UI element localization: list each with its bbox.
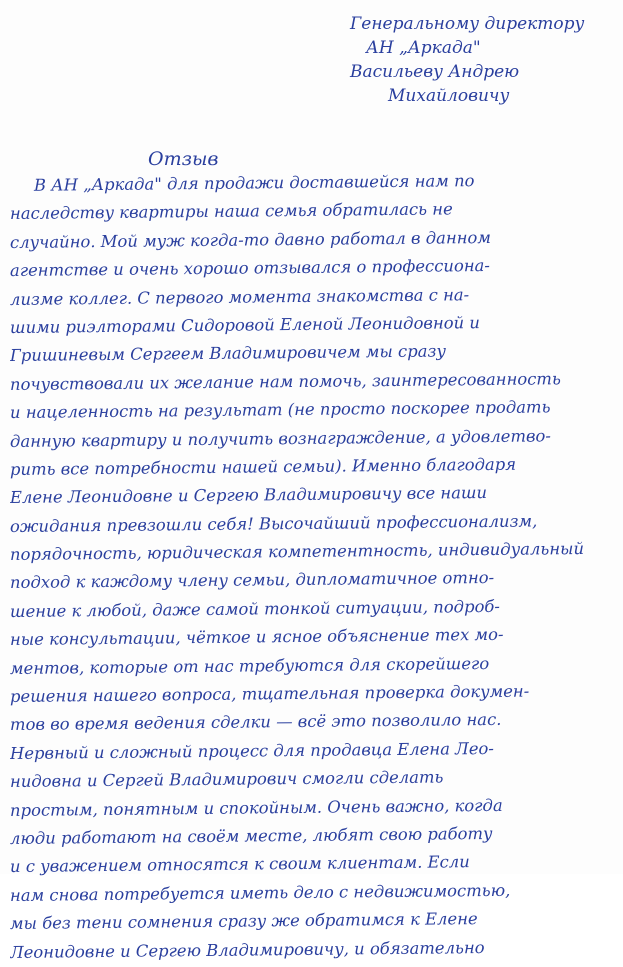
body-line: лизме коллег. С первого момента знакомства с на- xyxy=(9,284,470,309)
body-line: Гришиневым Сергеем Владимировичем мы сразу xyxy=(9,341,446,366)
body-line: агентстве и очень хорошо отзывался о профессиона- xyxy=(9,256,490,281)
body-line: тов во время ведения сделки — всё это позволило нас. xyxy=(9,710,502,735)
body-line: почувствовали их желание нам помочь, заинтересованность xyxy=(9,368,561,394)
addressee-line: Михайловичу xyxy=(388,86,510,106)
body-line: ожидания превзошли себя! Высочайший профессионализм, xyxy=(9,511,538,536)
body-line: решения нашего вопроса, тщательная проверка докумен- xyxy=(9,681,530,707)
body-line: данную квартиру и получить вознаграждение, а удовлетво- xyxy=(9,425,552,451)
body-line: Елене Леонидовне и Сергею Владимировичу все наши xyxy=(9,483,488,508)
body-line: шение к любой, даже самой тонкой ситуации, подроб- xyxy=(9,596,501,621)
letter-body xyxy=(10,172,614,967)
body-line: и нацеленность на результат (не просто поскорее продать xyxy=(9,397,551,423)
addressee-line: Генеральному директору xyxy=(350,14,585,34)
body-line: мы без тени сомнения сразу же обратимся к Елене xyxy=(9,909,478,934)
body-line: ментов, которые от нас требуются для скорейшего xyxy=(9,653,490,678)
body-line: случайно. Мой муж когда-то давно работал в данном xyxy=(9,227,492,252)
letter-title: Отзыв xyxy=(148,148,219,170)
body-line: подход к каждому члену семьи, дипломатичное отно- xyxy=(9,568,495,593)
body-line: В АН „Аркада" для продажи доставшейся нам по xyxy=(33,171,475,195)
body-line: Леонидовне и Сергею Владимировичу, и обязательно xyxy=(9,937,485,962)
body-line: нам снова потребуется иметь дело с недвижимостью, xyxy=(9,880,511,905)
addressee-line: Васильеву Андрею xyxy=(350,62,520,82)
body-line: шими риэлторами Сидоровой Еленой Леонидовной и xyxy=(9,313,481,337)
body-line: люди работают на своём месте, любят свою работу xyxy=(9,823,493,848)
addressee-line: АН „Аркада" xyxy=(366,38,481,58)
body-line: порядочность, юридическая компетентность, индивидуальный xyxy=(9,539,585,565)
body-line: простым, понятным и спокойным. Очень важно, когда xyxy=(9,795,503,820)
body-line: нидовна и Сергей Владимирович смогли сделать xyxy=(9,767,444,792)
body-line: рить все потребности нашей семьи). Именно благодаря xyxy=(9,454,517,479)
body-line: наследству квартиры наша семья обратилась не xyxy=(9,199,453,224)
addressee-block xyxy=(350,12,620,108)
body-line: ные консультации, чёткое и ясное объяснение тех мо- xyxy=(9,625,504,650)
body-line: Нервный и сложный процесс для продавца Елена Лео- xyxy=(9,738,495,763)
body-line: и с уважением относятся к своим клиентам. Если xyxy=(9,852,470,877)
